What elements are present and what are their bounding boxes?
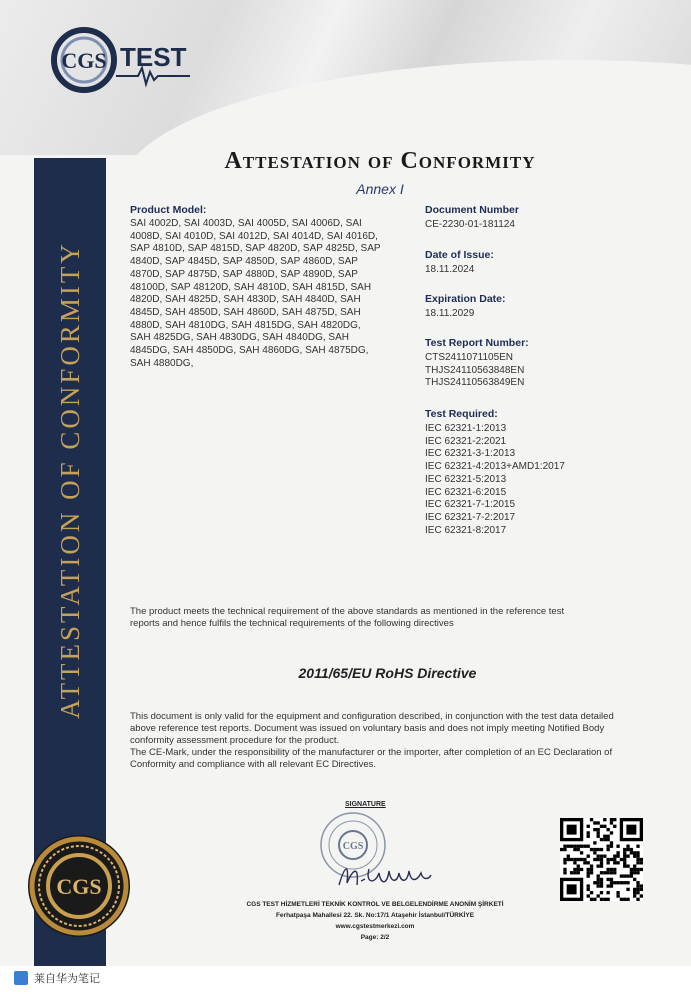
model-line: 4845D, SAH 4850D, SAH 4860D, SAH 4875D, SAH: [130, 306, 361, 318]
cgs-test-logo: [50, 24, 200, 96]
notes-app-icon: [14, 971, 28, 985]
model-line: SAI 4002D, SAI 4003D, SAI 4005D, SAI 4006D, SAI: [130, 218, 362, 229]
product-model-label: Product Model:: [130, 204, 207, 216]
document-number-label: Document Number: [425, 204, 519, 216]
directive-title: 2011/65/EU RoHS Directive: [298, 665, 477, 681]
test-standard: IEC 62321-7-1:2015: [425, 499, 516, 511]
qr-code: [560, 818, 643, 901]
model-line: SAH 4825DG, SAH 4830DG, SAH 4840DG, SAH: [130, 332, 349, 344]
watermark: [14, 970, 100, 986]
document-number-value: CE-2230-01-181124: [425, 219, 515, 230]
test-report-label: Test Report Number:: [425, 337, 529, 349]
model-line: 4870D, SAP 4875D, SAP 4880D, SAP 4890D, SAP: [130, 268, 358, 280]
signature-label: SIGNATURE: [345, 801, 386, 808]
expiration-date-value: 18.11.2029: [425, 308, 475, 319]
footer-address: Ferhatpaşa Mahallesi 22. Sk. No:17/1 Ataşehir İstanbul/TÜRKİYE: [275, 912, 475, 919]
page-title: Attestation of Conformity: [224, 148, 536, 174]
test-standard: IEC 62321-2:2021: [425, 435, 507, 447]
model-line: SAH 4880DG,: [130, 357, 194, 369]
logo-monogram: CGS: [61, 48, 107, 73]
date-of-issue-value: 18.11.2024: [425, 264, 475, 275]
test-standard: IEC 62321-6:2015: [425, 486, 507, 498]
page-subtitle: Annex I: [356, 181, 404, 197]
sidebar-vertical-text: ATTESTATION OF CONFORMITY: [55, 241, 85, 719]
model-line: SAP 4810D, SAP 4815D, SAP 4820D, SAP 4825D, SAP: [130, 243, 381, 255]
model-line: 4820D, SAH 4825D, SAH 4830D, SAH 4840D, SAH: [130, 294, 361, 306]
disclaimer-line: conformity assessment procedure for the product.: [130, 735, 340, 746]
test-standard: IEC 62321-7-2:2017: [425, 511, 516, 523]
expiration-date-label: Expiration Date:: [425, 293, 506, 305]
watermark-text: 莱自华为笔记: [34, 973, 100, 985]
footer-company: CGS TEST HİZMETLERİ TEKNİK KONTROL VE BELGELENDİRME ANONİM ŞİRKETİ: [246, 901, 504, 908]
date-of-issue-label: Date of Issue:: [425, 249, 494, 261]
test-standard: IEC 62321-1:2013: [425, 423, 507, 434]
test-report-number: THJS24110563849EN: [425, 377, 525, 389]
svg-text:CGS: CGS: [342, 841, 364, 852]
statement-line: reports and hence fulfils the technical requirements of the following directives: [130, 618, 454, 629]
test-report-number: CTS2411071105EN: [425, 352, 514, 363]
test-standard: IEC 62321-4:2013+AMD1:2017: [425, 461, 565, 473]
test-required-label: Test Required:: [425, 408, 498, 420]
model-line: 4880D, SAH 4810DG, SAH 4815DG, SAH 4820DG,: [130, 319, 361, 331]
model-line: 4845DG, SAH 4850DG, SAH 4860DG, SAH 4875DG,: [130, 345, 369, 357]
test-report-list: [425, 352, 524, 390]
disclaimer-line: The CE-Mark, under the responsibility of the manufacturer or the importer, after completion of an EC Declaration of: [130, 747, 613, 758]
gold-seal-icon: [26, 833, 132, 939]
test-standard: IEC 62321-3-1:2013: [425, 448, 516, 460]
test-report-number: THJS24110563848EN: [425, 364, 525, 376]
disclaimer-line: Conformity and compliance with all relevant EC Directives.: [130, 759, 377, 770]
medal-monogram: CGS: [56, 874, 102, 899]
test-standard: IEC 62321-8:2017: [425, 524, 507, 536]
statement-line: The product meets the technical requirement of the above standards as mentioned in the reference test: [130, 606, 565, 617]
model-line: 48100D, SAP 48120D, SAH 4810D, SAH 4815D, SAH: [130, 281, 372, 293]
model-line: 4840D, SAP 4845D, SAP 4850D, SAP 4860D, SAP: [130, 256, 358, 268]
disclaimer-line: This document is only valid for the equipment and configuration described, in conjunction with the test data detailed: [130, 711, 614, 722]
conformity-statement: [130, 606, 645, 630]
test-standard: IEC 62321-5:2013: [425, 473, 507, 485]
disclaimer: [130, 711, 645, 771]
disclaimer-line: above reference test reports. Document was issued on voluntary basis and does not imply meeting Notified Body: [130, 723, 605, 734]
product-model-list: [130, 218, 402, 370]
model-line: 4008D, SAI 4010D, SAI 4012D, SAI 4014D, SAI 4016D,: [130, 230, 378, 242]
test-required-list: [425, 423, 565, 537]
footer-page: Page: 2/2: [360, 934, 390, 941]
footer-website: www.cgstestmerkezi.com: [335, 923, 415, 930]
svg-text:TEST: TEST: [120, 42, 187, 72]
handwritten-signature: [335, 855, 435, 895]
